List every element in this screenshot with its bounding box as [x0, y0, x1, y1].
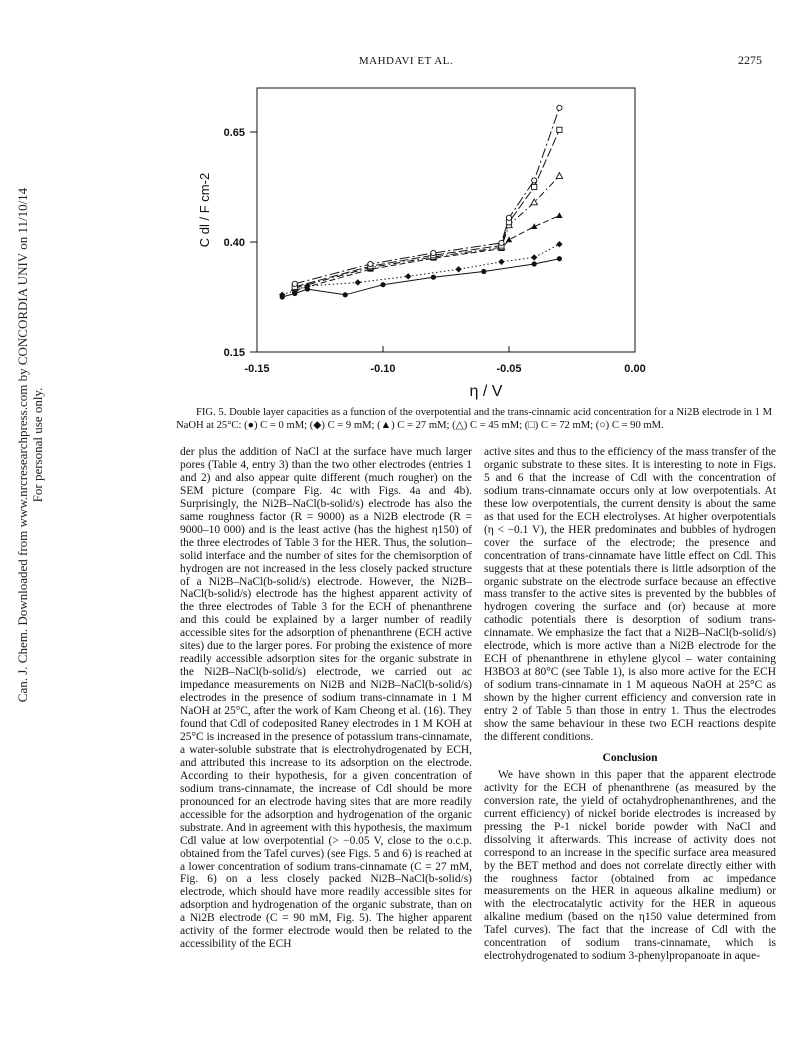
- data-point: [431, 275, 436, 280]
- data-point: [292, 281, 297, 286]
- data-point: [455, 266, 461, 272]
- x-tick-label: 0.00: [624, 363, 646, 375]
- data-point: [532, 184, 537, 189]
- series-line: [282, 244, 559, 295]
- x-tick-label: -0.15: [244, 363, 270, 375]
- left-text-column: [180, 446, 472, 951]
- body-paragraph: der plus the addition of NaCl at the surface have much larger pores (Table 4, entry 3) than the two other electrodes (entries 1 and 2) and also appear quite different (much rougher) on the SEM picture (compare Fig. 4c with Figs. 4a and 4b). Surprisingly, the Ni2B–NaCl(b-solid/s) electrode has also the same roughness factor (R = 9000) as a Ni2B electrode (R = 9000–10 000) and is the least active (has the highest η150) of the three electrodes of Table 3 for the HER. Thus, the solution–solid interface and the number of sites for the chemisorption of hydrogen are not increased in the less closely packed structure of a Ni2B–NaCl(b-solid/s) electrode. However, the Ni2B–NaCl(b-solid/s) electrode has the highest apparent activity of the three electrodes of Table 3 for the ECH of phenanthrene and this could be explained by a larger number of readily accessible sites for the adsorption of phenanthrene (ECH active sites) due to the larger pores. For probing the existence of more readily accessible adsorption sites for the organic substrate in the Ni2B–NaCl(b-solid/s) electrode, we carried out ac impedance measurements on Ni2B and Ni2B–NaCl(b-solid/s) electrodes in the presence of sodium trans-cinnamate in 1 M NaOH at 25°C, after the work of Kam Cheong et al. (16). They found that Cdl of codeposited Raney electrodes in 1 M KOH at 25°C is increased in the presence of potassium trans-cinnamate, a water-soluble substrate that is electrohydrogenated by ECH, and attributed this increase to its adsorption on the electrode. According to their hypothesis, for a given concentration of sodium trans-cinnamate, the increase of Cdl should be more pronounced for an electrode having sites that are more readily accessible for the adsorption and hydrogenation of the organic substrate. And in agreement with this hypothesis, the maximum Cdl value at low overpotential (> −0.05 V, close to the o.c.p. obtained from the Tafel curves) (see Figs. 5 and 6) is reached at a lower concentration of sodium trans-cinnamate (C = 27 mM, Fig. 6) on a less closely packed Ni2B–NaCl(b-solid/s) electrode, which should have more readily accessible sites for adsorption and hydrogenation of the organic substrate, than on a Ni2B electrode (C = 90 mM, Fig. 5). The higher apparent activity of the former electrode would then be related to the accessibility of the ECH: [180, 446, 473, 951]
- plot-frame: [257, 88, 635, 352]
- data-point: [481, 269, 486, 274]
- series-line: [295, 108, 560, 284]
- data-point: [556, 173, 562, 179]
- cdl-vs-overpotential-chart: [195, 80, 665, 400]
- y-tick-label: 0.15: [223, 347, 245, 359]
- body-paragraph: active sites and thus to the efficiency of the mass transfer of the organic substrate to these sites. It is interesting to note in Figs. 5 and 6 that the increase of Cdl with the concentration of sodium trans-cinnamate occurs only at low overpotentials. At these low overpotentials, the current density is about the same as that used for the ECH electrolyses. At higher overpotentials (η < −0.1 V), the HER predominates and bubbles of hydrogen cover the surface of the electrode; the presence and concentration of trans-cinnamate have little effect on Cdl. This suggests that at these potentials there is little adsorption of the organic substrate on the electrode surface because an effective mass transfer to the active sites is prevented by the bubbles of hydrogen covering the surface and (or) because at more cathodic potentials there is desorption of sodium trans-cinnamate. We emphasize the fact that a Ni2B–NaCl(b-solid/s) electrode, which is more active than a Ni2B electrode for the ECH of phenanthrene in ethylene glycol – water containing H3BO3 at 80°C (see Table 1), is also more active for the ECH of sodium trans-cinnamate in 1 M aqueous NaOH at 25°C as shown by the higher current efficiency and conversion rate in entry 2 of Table 5 than those in entry 1. Thus the electrodes show the same behaviour in these two ECH reactions despite the different conditions.: [484, 446, 776, 743]
- data-point: [557, 105, 562, 110]
- watermark-line-2: For personal use only.: [30, 387, 45, 503]
- data-point: [355, 279, 361, 285]
- section-heading-conclusion: Conclusion: [602, 751, 658, 764]
- data-point: [506, 215, 511, 220]
- x-tick-label: -0.05: [496, 363, 522, 375]
- y-axis-label: C dl / F cm-2: [197, 172, 212, 248]
- watermark-line-1: Can. J. Chem. Downloaded from www.nrcresearchpress.com by CONCORDIA UNIV on 11/10/14: [15, 187, 30, 703]
- y-tick-label: 0.65: [223, 127, 245, 139]
- series-line: [295, 176, 560, 288]
- data-point: [368, 261, 373, 266]
- running-header: MAHDAVI ET AL.: [358, 55, 454, 67]
- data-point: [431, 250, 436, 255]
- series-line: [295, 130, 560, 287]
- y-tick-label: 0.40: [223, 237, 245, 249]
- x-tick-label: -0.10: [370, 363, 396, 375]
- data-point: [380, 282, 385, 287]
- download-watermark: [15, 165, 45, 725]
- data-point: [498, 259, 504, 265]
- data-point: [343, 292, 348, 297]
- series-line: [295, 216, 560, 291]
- x-axis-label: η / V: [469, 383, 503, 400]
- series-line: [282, 259, 559, 297]
- data-point: [557, 127, 562, 132]
- page-number: 2275: [738, 53, 762, 67]
- figure-caption: FIG. 5. Double layer capacities as a function of the overpotential and the trans-cinnamic acid concentration for a Ni2B electrode in 1 M NaOH at 25°C: (●) C = 0 mM; (◆) C = 9 mM; (▲) C = 27 mM; (△) C = 45 mM; (□) C = 72 mM; (○) C = 90 mM.: [176, 407, 772, 431]
- data-point: [557, 256, 562, 261]
- data-point: [499, 240, 504, 245]
- body-paragraph: We have shown in this paper that the apparent electrode activity for the ECH of phenanthrene (as measured by the conversion rate, the yield of octahydrophenanthrenes, and the current efficiency) of nickel boride electrodes is increased by pressing the P-1 nickel boride powder with NaCl and dissolving it afterwards. This increase of activity does not correspond to an increase in the specific surface area measured by the BET method and does not correlate directly either with the roughness factor (obtained from ac impedance measurements on the HER in aqueous alkaline medium) or with the electrocatalytic activity for the HER in aqueous alkaline medium (based on the η150 value determined from Tafel curves). The fact that the increase of Cdl with the concentration of sodium trans-cinnamate, which is electrohydrogenated to sodium 3-phenylpropanoate in aque-: [484, 768, 776, 963]
- data-point: [531, 254, 537, 260]
- data-point: [556, 241, 562, 247]
- data-point: [405, 273, 411, 279]
- data-point: [532, 261, 537, 266]
- data-point: [506, 236, 512, 242]
- data-point: [556, 212, 562, 218]
- right-text-column: [484, 446, 776, 963]
- data-point: [532, 178, 537, 183]
